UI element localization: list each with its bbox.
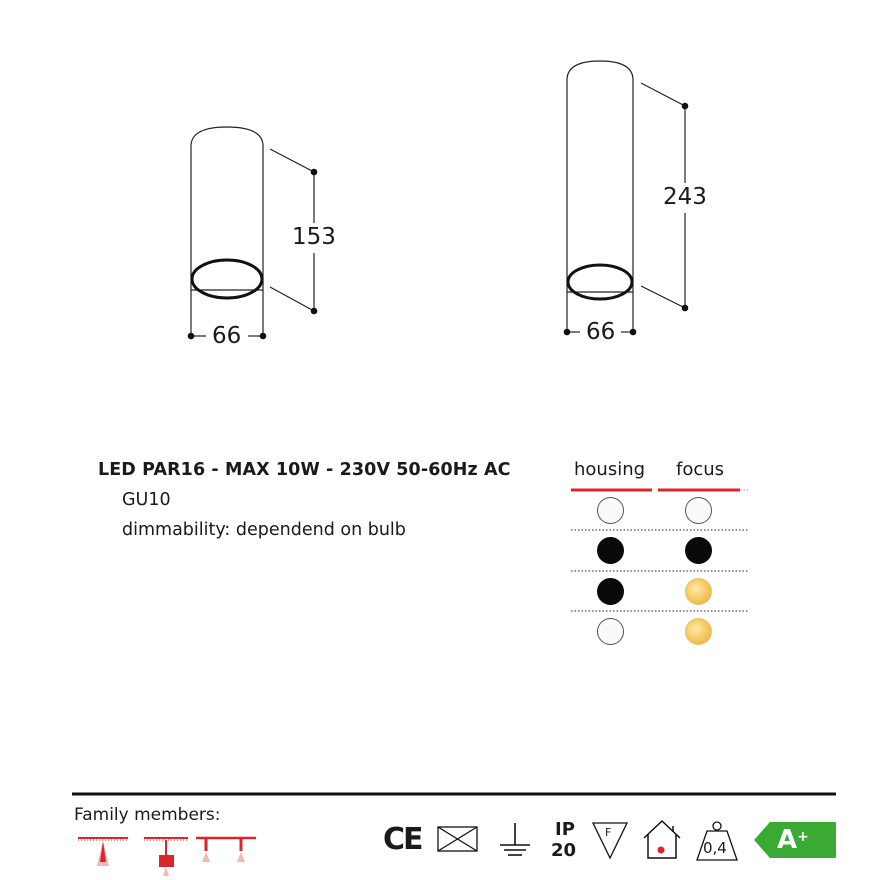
focus-swatch-gold bbox=[685, 578, 712, 605]
ip-rating-label: IP bbox=[555, 819, 575, 840]
housing-swatch-black bbox=[597, 578, 624, 605]
ip-rating-value: 20 bbox=[551, 840, 577, 861]
family-track-icon bbox=[196, 838, 256, 862]
focus-swatch-white bbox=[685, 497, 712, 524]
indoor-use-icon bbox=[644, 821, 680, 858]
spec-socket: GU10 bbox=[122, 490, 171, 510]
family-suspended-icon bbox=[144, 838, 188, 876]
energy-class-letter: A bbox=[777, 825, 798, 855]
large-diameter-label: 66 bbox=[586, 319, 616, 345]
weight-value: 0,4 bbox=[703, 839, 727, 857]
f-mark-label: F bbox=[605, 826, 612, 839]
small-diameter-label: 66 bbox=[212, 323, 242, 349]
energy-class-label bbox=[777, 823, 809, 857]
spec-title: LED PAR16 - MAX 10W - 230V 50-60Hz AC bbox=[98, 460, 511, 480]
crossed-box-icon bbox=[438, 827, 477, 851]
large-height-label: 243 bbox=[663, 184, 707, 210]
housing-swatch-white bbox=[597, 497, 624, 524]
spec-dimmability: dimmability: dependend on bulb bbox=[122, 520, 406, 540]
housing-swatch-white bbox=[597, 618, 624, 645]
ce-mark-icon: CE bbox=[383, 822, 422, 857]
small-height-label: 153 bbox=[292, 224, 336, 250]
housing-column-header: housing bbox=[574, 459, 646, 480]
family-ceiling-spot-icon bbox=[78, 838, 128, 866]
family-members-icons bbox=[78, 838, 256, 876]
family-members-label: Family members: bbox=[74, 805, 221, 825]
focus-swatch-black bbox=[685, 537, 712, 564]
energy-class-sup: + bbox=[797, 829, 809, 845]
focus-column-header: focus bbox=[676, 459, 725, 480]
focus-swatch-gold bbox=[685, 618, 712, 645]
ground-icon bbox=[500, 823, 530, 855]
housing-swatch-black bbox=[597, 537, 624, 564]
